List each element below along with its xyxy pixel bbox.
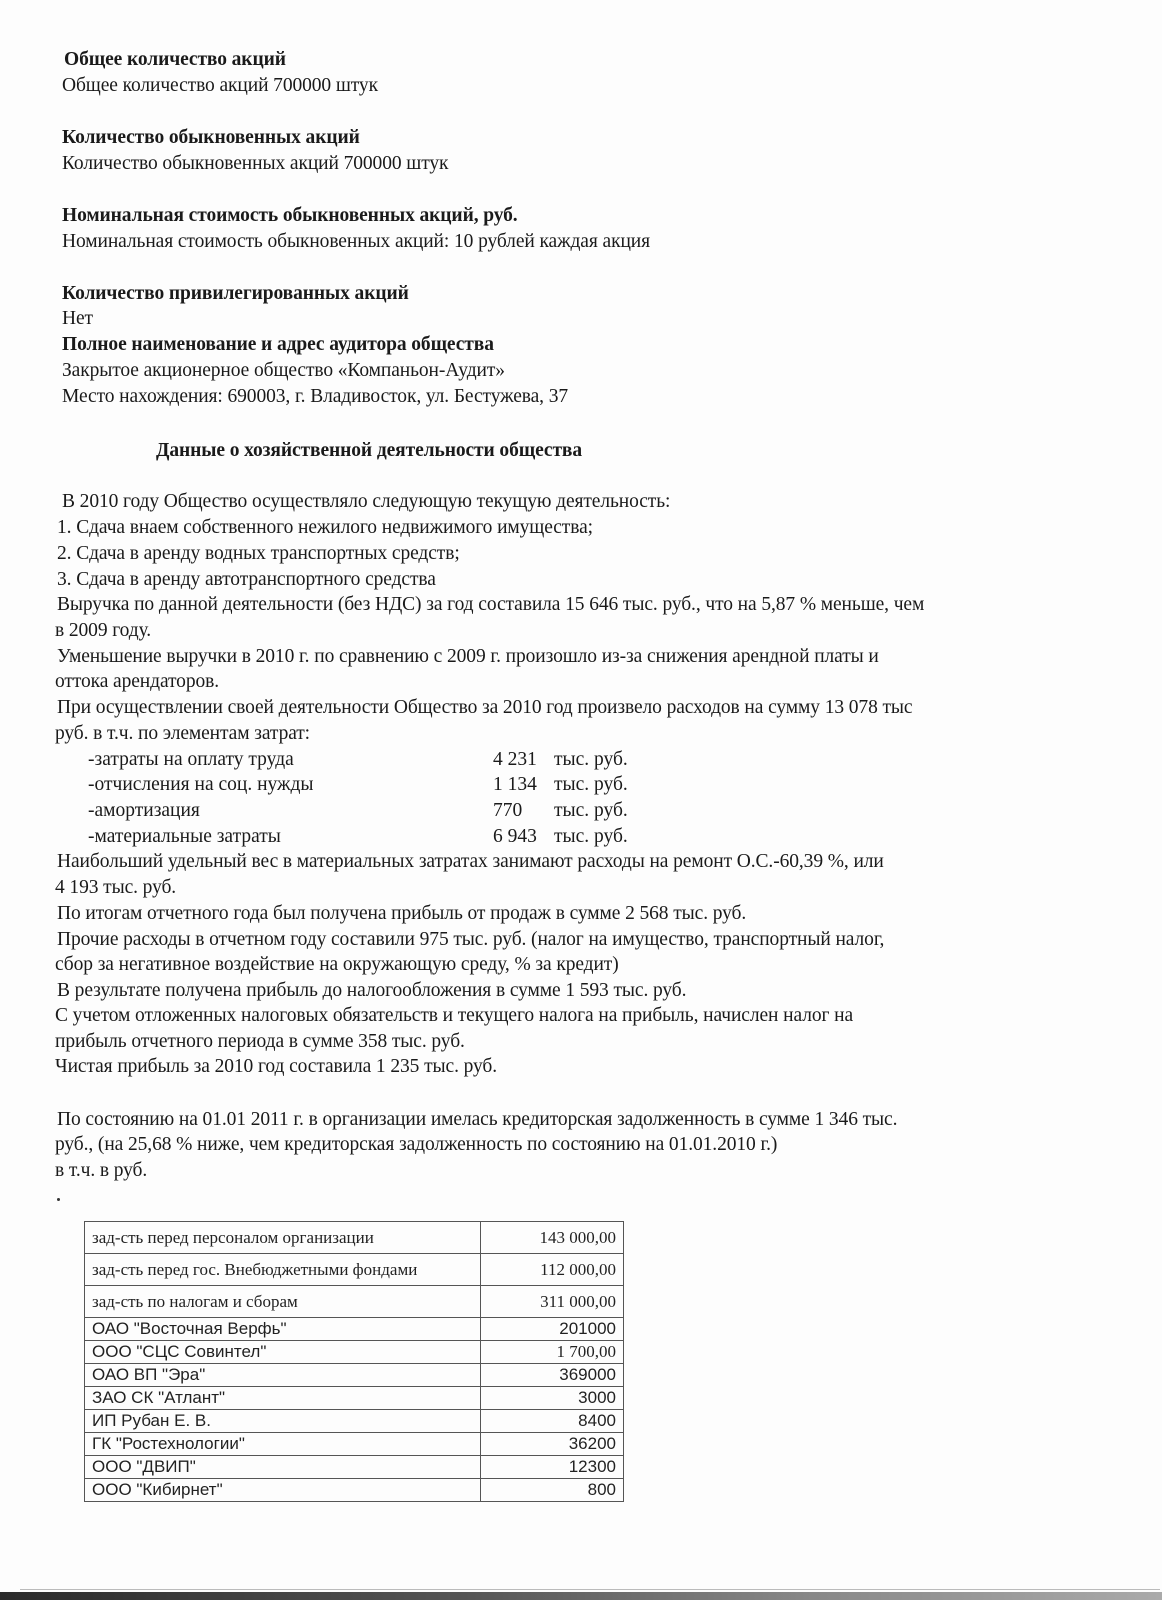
other-expenses-line-1: Прочие расходы в отчетном году составили 975 тыс. руб. (налог на имущество, транспортный налог, [57, 929, 885, 950]
table-row [85, 1410, 624, 1433]
creditor-name: ООО "ДВИП" [85, 1456, 481, 1479]
creditor-name: ЗАО СК "Атлант" [85, 1387, 481, 1410]
activity-section-heading: Данные о хозяйственной деятельности общества [156, 440, 583, 461]
creditor-amount: 800 [481, 1479, 624, 1502]
creditor-amount: 143 000,00 [481, 1222, 624, 1254]
preferred-shares-text: Нет [62, 308, 93, 329]
material-costs-line-1: Наибольший удельный вес в материальных затратах занимают расходы на ремонт О.С.-60,39 %, или [57, 851, 884, 872]
revenue-text-line-1: Выручка по данной деятельности (без НДС) за год составила 15 646 тыс. руб., что на 5,87 % меньше, чем [57, 594, 925, 615]
table-row [85, 1341, 624, 1364]
cost-element-label: -отчисления на соц. нужды [88, 774, 314, 795]
creditor-amount: 201000 [481, 1318, 624, 1341]
cost-element-unit: тыс. руб. [554, 774, 628, 795]
auditor-name: Закрытое акционерное общество «Компаньон-Аудит» [62, 360, 505, 381]
creditor-name: ГК "Ростехнологии" [85, 1433, 481, 1456]
table-row [85, 1364, 624, 1387]
activity-item-3: 3. Сдача в аренду автотранспортного средства [57, 569, 436, 590]
nominal-value-text: Номинальная стоимость обыкновенных акций: 10 рублей каждая акция [62, 231, 650, 252]
decrease-text-line-2: оттока арендаторов. [55, 671, 220, 692]
creditor-name: ООО "Кибирнет" [85, 1479, 481, 1502]
common-shares-heading: Количество обыкновенных акций [62, 127, 360, 148]
total-shares-heading: Общее количество акций [64, 49, 286, 70]
cost-element-value: 4 231 [493, 749, 537, 770]
expenses-text-line-1: При осуществлении своей деятельности Общество за 2010 год произвело расходов на сумму 13 078 тыс [57, 697, 913, 718]
net-profit-text: Чистая прибыль за 2010 год составила 1 235 тыс. руб. [55, 1056, 497, 1077]
payables-text-line-3: в т.ч. в руб. [55, 1160, 148, 1181]
activity-item-2: 2. Сдача в аренду водных транспортных средств; [57, 543, 460, 564]
stray-dot-mark [57, 1198, 60, 1201]
creditor-name: зад-сть перед персоналом организации [85, 1222, 481, 1254]
activity-item-1: 1. Сдача внаем собственного нежилого недвижимого имущества; [57, 517, 593, 538]
revenue-text-line-2: в 2009 году. [55, 620, 152, 641]
creditor-amount: 12300 [481, 1456, 624, 1479]
table-row [85, 1254, 624, 1286]
other-expenses-line-2: сбор за негативное воздействие на окружающую среду, % за кредит) [55, 954, 619, 975]
creditor-amount: 1 700,00 [481, 1341, 624, 1364]
payables-breakdown-table [84, 1221, 624, 1502]
table-row [85, 1387, 624, 1410]
tax-text-line-2: прибыль отчетного периода в сумме 358 тыс. руб. [55, 1031, 465, 1052]
auditor-address: Место нахождения: 690003, г. Владивосток, ул. Бестужева, 37 [62, 386, 569, 407]
payables-text-line-1: По состоянию на 01.01 2011 г. в организации имелась кредиторская задолженность в сумме 1 346 тыс. [57, 1109, 898, 1130]
table-row [85, 1433, 624, 1456]
cost-element-label: -затраты на оплату труда [88, 749, 294, 770]
table-row [85, 1222, 624, 1254]
creditor-name: зад-сть по налогам и сборам [85, 1286, 481, 1318]
table-row [85, 1479, 624, 1502]
material-costs-line-2: 4 193 тыс. руб. [55, 877, 177, 898]
table-row [85, 1286, 624, 1318]
cost-element-label: -амортизация [88, 800, 200, 821]
creditor-name: зад-сть перед гос. Внебюджетными фондами [85, 1254, 481, 1286]
sales-profit-text: По итогам отчетного года был получена прибыль от продаж в сумме 2 568 тыс. руб. [57, 903, 747, 924]
auditor-heading: Полное наименование и адрес аудитора общества [62, 334, 494, 355]
cost-element-value: 1 134 [493, 774, 537, 795]
creditor-amount: 36200 [481, 1433, 624, 1456]
table-row [85, 1456, 624, 1479]
creditor-name: ОАО "Восточная Верфь" [85, 1318, 481, 1341]
cost-element-value: 6 943 [493, 826, 537, 847]
table-row [85, 1318, 624, 1341]
creditor-amount: 112 000,00 [481, 1254, 624, 1286]
creditor-amount: 311 000,00 [481, 1286, 624, 1318]
payables-text-line-2: руб., (на 25,68 % ниже, чем кредиторская задолженность по состоянию на 01.01.2010 г.) [55, 1134, 778, 1155]
decrease-text-line-1: Уменьшение выручки в 2010 г. по сравнению с 2009 г. произошло из-за снижения арендной платы и [57, 646, 879, 667]
scan-edge-line [20, 1589, 1160, 1590]
cost-element-unit: тыс. руб. [554, 749, 628, 770]
creditor-amount: 8400 [481, 1410, 624, 1433]
creditor-name: ИП Рубан Е. В. [85, 1410, 481, 1433]
total-shares-text: Общее количество акций 700000 штук [62, 75, 378, 96]
cost-element-label: -материальные затраты [88, 826, 281, 847]
creditor-amount: 3000 [481, 1387, 624, 1410]
expenses-text-line-2: руб. в т.ч. по элементам затрат: [55, 723, 311, 744]
creditor-name: ООО "СЦС Совинтел" [85, 1341, 481, 1364]
cost-element-value: 770 [493, 800, 523, 821]
tax-text-line-1: С учетом отложенных налоговых обязательств и текущего налога на прибыль, начислен налог на [55, 1005, 854, 1026]
activity-intro: В 2010 году Общество осуществляло следующую текущую деятельность: [62, 491, 671, 512]
pretax-profit-text: В результате получена прибыль до налогообложения в сумме 1 593 тыс. руб. [57, 980, 687, 1001]
scanner-bottom-edge [0, 1592, 1162, 1600]
cost-element-unit: тыс. руб. [554, 826, 628, 847]
nominal-value-heading: Номинальная стоимость обыкновенных акций, руб. [62, 205, 518, 226]
cost-element-unit: тыс. руб. [554, 800, 628, 821]
creditor-name: ОАО ВП "Эра" [85, 1364, 481, 1387]
preferred-shares-heading: Количество привилегированных акций [62, 283, 409, 304]
creditor-amount: 369000 [481, 1364, 624, 1387]
common-shares-text: Количество обыкновенных акций 700000 штук [62, 153, 449, 174]
